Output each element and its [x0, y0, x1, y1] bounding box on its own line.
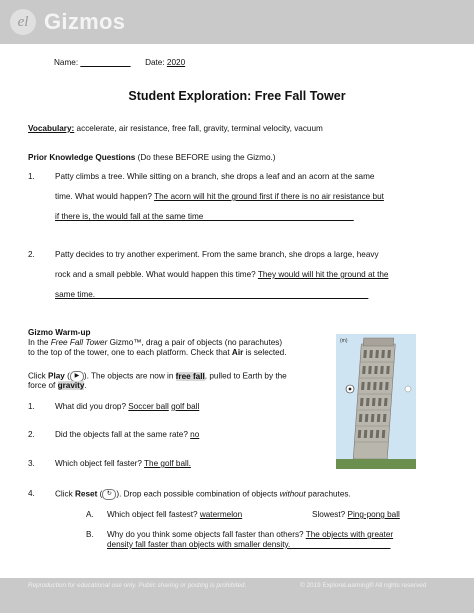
q4-text: parachutes.	[305, 489, 351, 499]
q1-number: 1.	[28, 172, 35, 181]
wq1	[55, 402, 199, 412]
reset-keyword: Reset	[75, 489, 98, 499]
warmup-text: In the	[28, 338, 51, 347]
q4a-answer: watermelon	[199, 510, 243, 519]
warmup-text: is selected.	[243, 348, 287, 357]
name-value: ___________	[80, 58, 131, 67]
header-bar	[0, 0, 474, 44]
q1-question-end: time. What would happen?	[55, 192, 155, 201]
q1-line1: Patty climbs a tree. While sitting on a branch, she drops a leaf and an acorn at the same	[55, 172, 375, 181]
wq3-answer: The golf ball.	[144, 459, 191, 468]
wq2	[55, 430, 199, 440]
q2-line2	[55, 270, 388, 280]
explorelearning-logo: el	[10, 9, 36, 35]
warmup-text: Gizmo™, drag a pair of objects (no parachutes)	[107, 338, 283, 347]
wq3-question: Which object fell faster?	[55, 459, 145, 468]
q1-answer-part2: if there is, the would fall at the same time_________________________________	[55, 212, 354, 221]
q4a-question: Which object fell fastest?	[107, 510, 200, 519]
q2-line1: Patty decides to try another experiment. From the same branch, she drops a large, heavy	[55, 250, 379, 259]
warmup-p1-line1	[28, 338, 282, 348]
play-keyword: Play	[48, 371, 65, 381]
q4b-question: Why do you think some objects fall faster than others?	[107, 530, 306, 539]
q4-text: ). Drop each possible combination of objects	[116, 489, 280, 499]
q1-line2	[55, 192, 384, 202]
vocabulary-label: Vocabulary:	[28, 124, 75, 133]
q4-line	[55, 489, 351, 500]
free-fall-keyword: free fall	[175, 371, 205, 381]
footer-reproduction-note: Reproduction for educational use only. Public sharing or posting is prohibited.	[28, 582, 247, 589]
golf-ball-icon	[405, 386, 411, 392]
warmup-p2-line2	[28, 381, 87, 391]
wq1-answer1: Soccer ball	[128, 402, 169, 411]
prior-heading: Prior Knowledge Questions	[28, 153, 136, 162]
q4a-slowest	[312, 510, 400, 520]
warmup-text: (	[64, 371, 70, 381]
warmup-text: , pulled to Earth by the	[204, 371, 287, 381]
q4a-slowest-answer: Ping-pong ball	[347, 510, 400, 519]
q4b-line1	[107, 530, 393, 540]
q2-question-end: rock and a small pebble. What would happen this time?	[55, 270, 258, 279]
q2-number: 2.	[28, 250, 35, 259]
wq3	[55, 459, 191, 469]
gizmo-name: Free Fall Tower	[50, 338, 108, 347]
q4b-answer-part1: The objects with greater	[305, 530, 394, 539]
wq1-answer2: golf ball	[171, 402, 200, 411]
vocabulary-line	[28, 124, 323, 134]
q2-answer-part2: same time.____________________________________________________________	[55, 290, 369, 299]
vocabulary-terms: accelerate, air resistance, free fall, gravity, terminal velocity, vacuum	[74, 124, 323, 133]
without-keyword: without	[279, 489, 306, 499]
wq1-number: 1.	[28, 402, 35, 411]
prior-note: (Do these BEFORE using the Gizmo.)	[135, 153, 276, 162]
warmup-p1-line2	[28, 348, 287, 358]
wq2-number: 2.	[28, 430, 35, 439]
q4b-answer-part2: density fall faster than objects with smaller density.______________________	[107, 540, 391, 549]
q4a	[107, 510, 242, 520]
q4-number: 4.	[28, 489, 35, 498]
q4-text: Click	[55, 489, 76, 499]
tower-axis-label: (m)	[340, 338, 348, 344]
q4-text: (	[97, 489, 103, 499]
wq2-question: Did the objects fall at the same rate?	[55, 430, 191, 439]
q2-answer-part1: They would will hit the ground at the	[257, 270, 389, 279]
q4b-label: B.	[86, 530, 94, 539]
warmup-text: Click	[28, 371, 49, 381]
wq2-answer: no	[190, 430, 200, 439]
date-label: Date:	[145, 58, 165, 67]
footer-bar	[0, 578, 474, 613]
wq1-question: What did you drop?	[55, 402, 129, 411]
date-value: 2020	[166, 58, 186, 67]
prior-knowledge-heading	[28, 153, 276, 163]
warmup-heading: Gizmo Warm-up	[28, 328, 91, 337]
leaning-tower-illustration	[336, 334, 416, 469]
reset-icon: ↻	[102, 489, 116, 500]
gizmos-brand: Gizmos	[44, 9, 126, 34]
page-title: Student Exploration: Free Fall Tower	[128, 89, 346, 103]
air-keyword: Air	[231, 348, 244, 357]
footer-copyright: © 2019 ExploreLearning® All rights reserved	[300, 582, 427, 589]
warmup-text: .	[84, 381, 87, 390]
name-date-line	[54, 58, 185, 68]
q1-answer-part1: The acorn will hit the ground first if there is no air resistance but	[154, 192, 384, 201]
wq3-number: 3.	[28, 459, 35, 468]
play-icon: ▶	[70, 371, 84, 382]
warmup-text: to the top of the tower, one to each platform. Check that	[28, 348, 232, 357]
q4a-slowest-question: Slowest?	[312, 510, 348, 519]
warmup-text: ). The objects are now in	[83, 371, 176, 381]
name-label: Name:	[54, 58, 79, 67]
q4a-label: A.	[86, 510, 94, 519]
warmup-text: force of	[28, 381, 58, 390]
gravity-keyword: gravity	[57, 381, 85, 390]
